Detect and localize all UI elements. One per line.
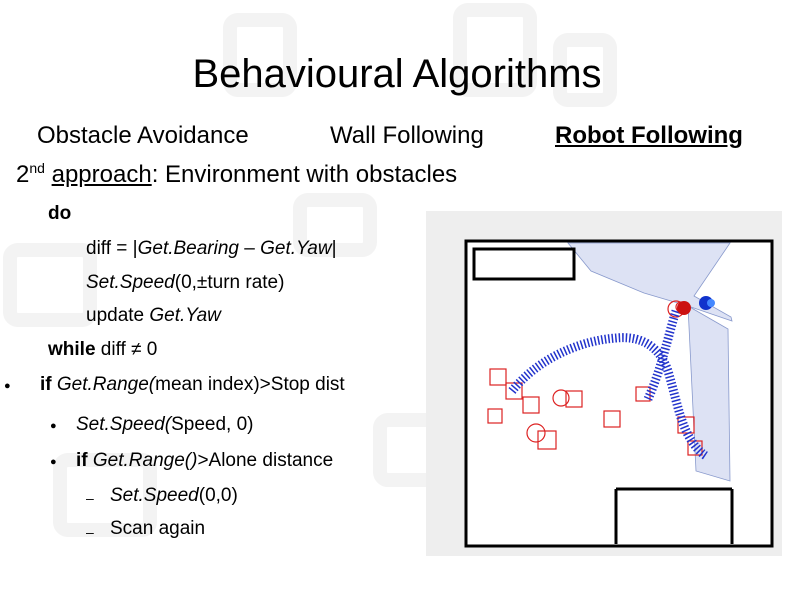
bullet-dot-1: ● <box>4 380 11 392</box>
bullet-if-keyword-2: if <box>76 450 88 471</box>
code-fn-get-bearing: Get.Bearing <box>137 238 239 259</box>
code-line-diff <box>86 238 337 260</box>
code-fn-get-yaw-2: Get.Yaw <box>149 305 221 326</box>
bullet-b1-rest: mean index)>Stop dist <box>155 374 345 395</box>
code-line-set-speed <box>86 272 284 294</box>
tab-robot-following[interactable]: Robot Following <box>555 122 743 149</box>
code-fn-get-yaw: Get.Yaw <box>260 238 332 259</box>
sub-bullet-fn-set-speed: Set.Speed <box>110 485 199 506</box>
bullet-dot-2: ● <box>50 420 57 432</box>
approach-line <box>16 160 457 189</box>
sub-bullet-b1b1-rest: (0,0) <box>198 485 238 506</box>
code-line1-mid: – <box>239 238 261 259</box>
slide-title: Behavioural Algorithms <box>192 52 602 96</box>
dash-2: – <box>86 524 94 540</box>
code-line1-suffix: | <box>331 238 337 259</box>
code-fn-set-speed: Set.Speed <box>86 272 175 293</box>
code-while <box>48 339 157 361</box>
sub-bullet-scan-again: Scan again <box>110 518 206 539</box>
code-line3-prefix: update <box>86 305 150 326</box>
code-line1-prefix: diff = | <box>86 238 138 259</box>
tab-obstacle-avoidance[interactable]: Obstacle Avoidance <box>37 122 249 149</box>
approach-sup: nd <box>29 160 45 176</box>
code-line-update <box>86 305 221 327</box>
simulation-figure <box>426 211 782 556</box>
sub-bullet-set-speed <box>110 485 238 507</box>
bullet-fn-get-range: Get.Range( <box>56 374 156 395</box>
bullet-if-alone <box>76 450 333 472</box>
bullet-b1b-rest: >Alone distance <box>197 450 334 471</box>
code-do: do <box>48 203 72 224</box>
code-while-cond: diff ≠ 0 <box>95 339 158 360</box>
tab-wall-following[interactable]: Wall Following <box>330 122 484 149</box>
approach-ordinal: 2 <box>16 161 30 188</box>
approach-label: approach <box>51 161 152 188</box>
bullet-b1a-rest: Speed, 0) <box>171 414 254 435</box>
dash-1: – <box>86 490 94 506</box>
bullet-dot-3: ● <box>50 456 57 468</box>
bullet-set-speed <box>76 414 253 436</box>
bullet-fn-get-range-2: Get.Range() <box>92 450 198 471</box>
simulation-map <box>426 211 782 556</box>
code-while-keyword: while <box>48 339 96 360</box>
bullet-if-range <box>40 374 345 396</box>
bullet-fn-set-speed: Set.Speed( <box>76 414 172 435</box>
bullet-if-keyword: if <box>40 374 52 395</box>
approach-rest: : Environment with obstacles <box>151 161 458 188</box>
code-line2-args: (0,±turn rate) <box>174 272 285 293</box>
